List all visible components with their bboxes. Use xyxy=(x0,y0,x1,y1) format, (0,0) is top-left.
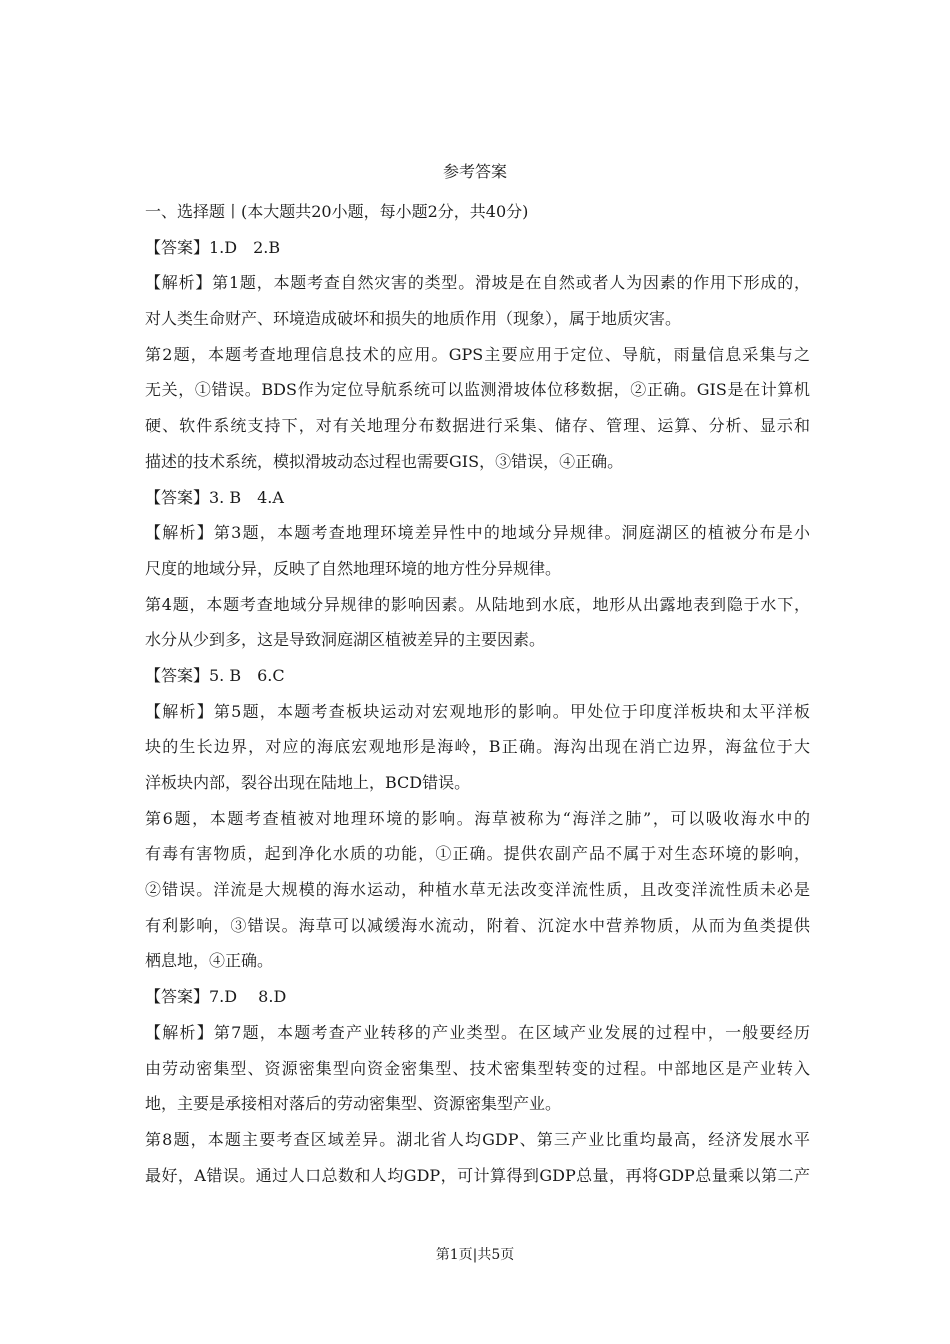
text-line: 栖息地，④正确。 xyxy=(145,951,274,971)
page-footer: 第1页|共5页 xyxy=(435,1247,515,1263)
text-line: 有毒有害物质，起到净化水质的功能，①正确。提供农副产品不属于对生态环境的影响， xyxy=(145,844,810,864)
text-line: 描述的技术系统，模拟滑坡动态过程也需要GIS，③错误，④正确。 xyxy=(145,451,624,471)
text-line: 【解析】第3题，本题考查地理环境差异性中的地域分异规律。洞庭湖区的植被分布是小 xyxy=(145,523,810,543)
text-line: ②错误。洋流是大规模的海水运动，种植水草无法改变洋流性质，且改变洋流性质未必是 xyxy=(145,880,810,900)
text-line: 水分从少到多，这是导致洞庭湖区植被差异的主要因素。 xyxy=(145,630,546,650)
text-line: 洋板块内部，裂谷出现在陆地上，BCD错误。 xyxy=(145,773,471,792)
page-title: 参考答案 xyxy=(442,162,507,181)
text-line: 【解析】第7题，本题考查产业转移的产业类型。在区域产业发展的过程中，一般要经历 xyxy=(145,1022,810,1042)
text-line: 一、选择题丨(本大题共20小题，每小题2分，共40分) xyxy=(145,202,529,221)
text-line: 最好，A错误。通过人口总数和人均GDP，可计算得到GDP总量，再将GDP总量乘以第二产 xyxy=(145,1165,810,1185)
text-line: 第6题，本题考查植被对地理环境的影响。海草被称为“海洋之肺”，可以吸收海水中的 xyxy=(145,808,810,828)
text-line: 【答案】3. B 4.A xyxy=(145,487,284,507)
text-line: 硬、软件系统支持下，对有关地理分布数据进行采集、储存、管理、运算、分析、显示和 xyxy=(145,416,810,436)
text-line: 【解析】第5题，本题考查板块运动对宏观地形的影响。甲处位于印度洋板块和太平洋板 xyxy=(145,701,810,721)
text-line: 地，主要是承接相对落后的劳动密集型、资源密集型产业。 xyxy=(145,1094,562,1114)
text-line: 第8题，本题主要考查区域差异。湖北省人均GDP、第三产业比重均最高，经济发展水平 xyxy=(145,1129,810,1149)
text-line: 第2题，本题考查地理信息技术的应用。GPS主要应用于定位、导航，雨量信息采集与之 xyxy=(145,344,810,364)
text-line: 块的生长边界，对应的海底宏观地形是海岭，B正确。海沟出现在消亡边界，海盆位于大 xyxy=(145,737,810,757)
text-line: 有利影响，③错误。海草可以减缓海水流动，附着、沉淀水中营养物质，从而为鱼类提供 xyxy=(145,915,810,935)
text-line: 【答案】1.D 2.B xyxy=(145,237,281,257)
text-line: 对人类生命财产、环境造成破坏和损失的地质作用（现象），属于地质灾害。 xyxy=(145,309,682,329)
text-line: 由劳动密集型、资源密集型向资金密集型、技术密集型转变的过程。中部地区是产业转入 xyxy=(145,1058,810,1078)
text-line: 【答案】5. B 6.C xyxy=(145,665,285,685)
text-line: 【解析】第1题，本题考查自然灾害的类型。滑坡是在自然或者人为因素的作用下形成的， xyxy=(145,273,810,293)
text-line: 第4题，本题考查地域分异规律的影响因素。从陆地到水底，地形从出露地表到隐于水下， xyxy=(145,594,810,614)
text-line: 无关，①错误。BDS作为定位导航系统可以监测滑坡体位移数据，②正确。GIS是在计算机 xyxy=(145,380,810,400)
document-body xyxy=(145,194,810,1193)
text-line: 尺度的地域分异，反映了自然地理环境的地方性分异规律。 xyxy=(145,558,562,578)
text-line: 【答案】7.D 8.D xyxy=(145,987,287,1007)
